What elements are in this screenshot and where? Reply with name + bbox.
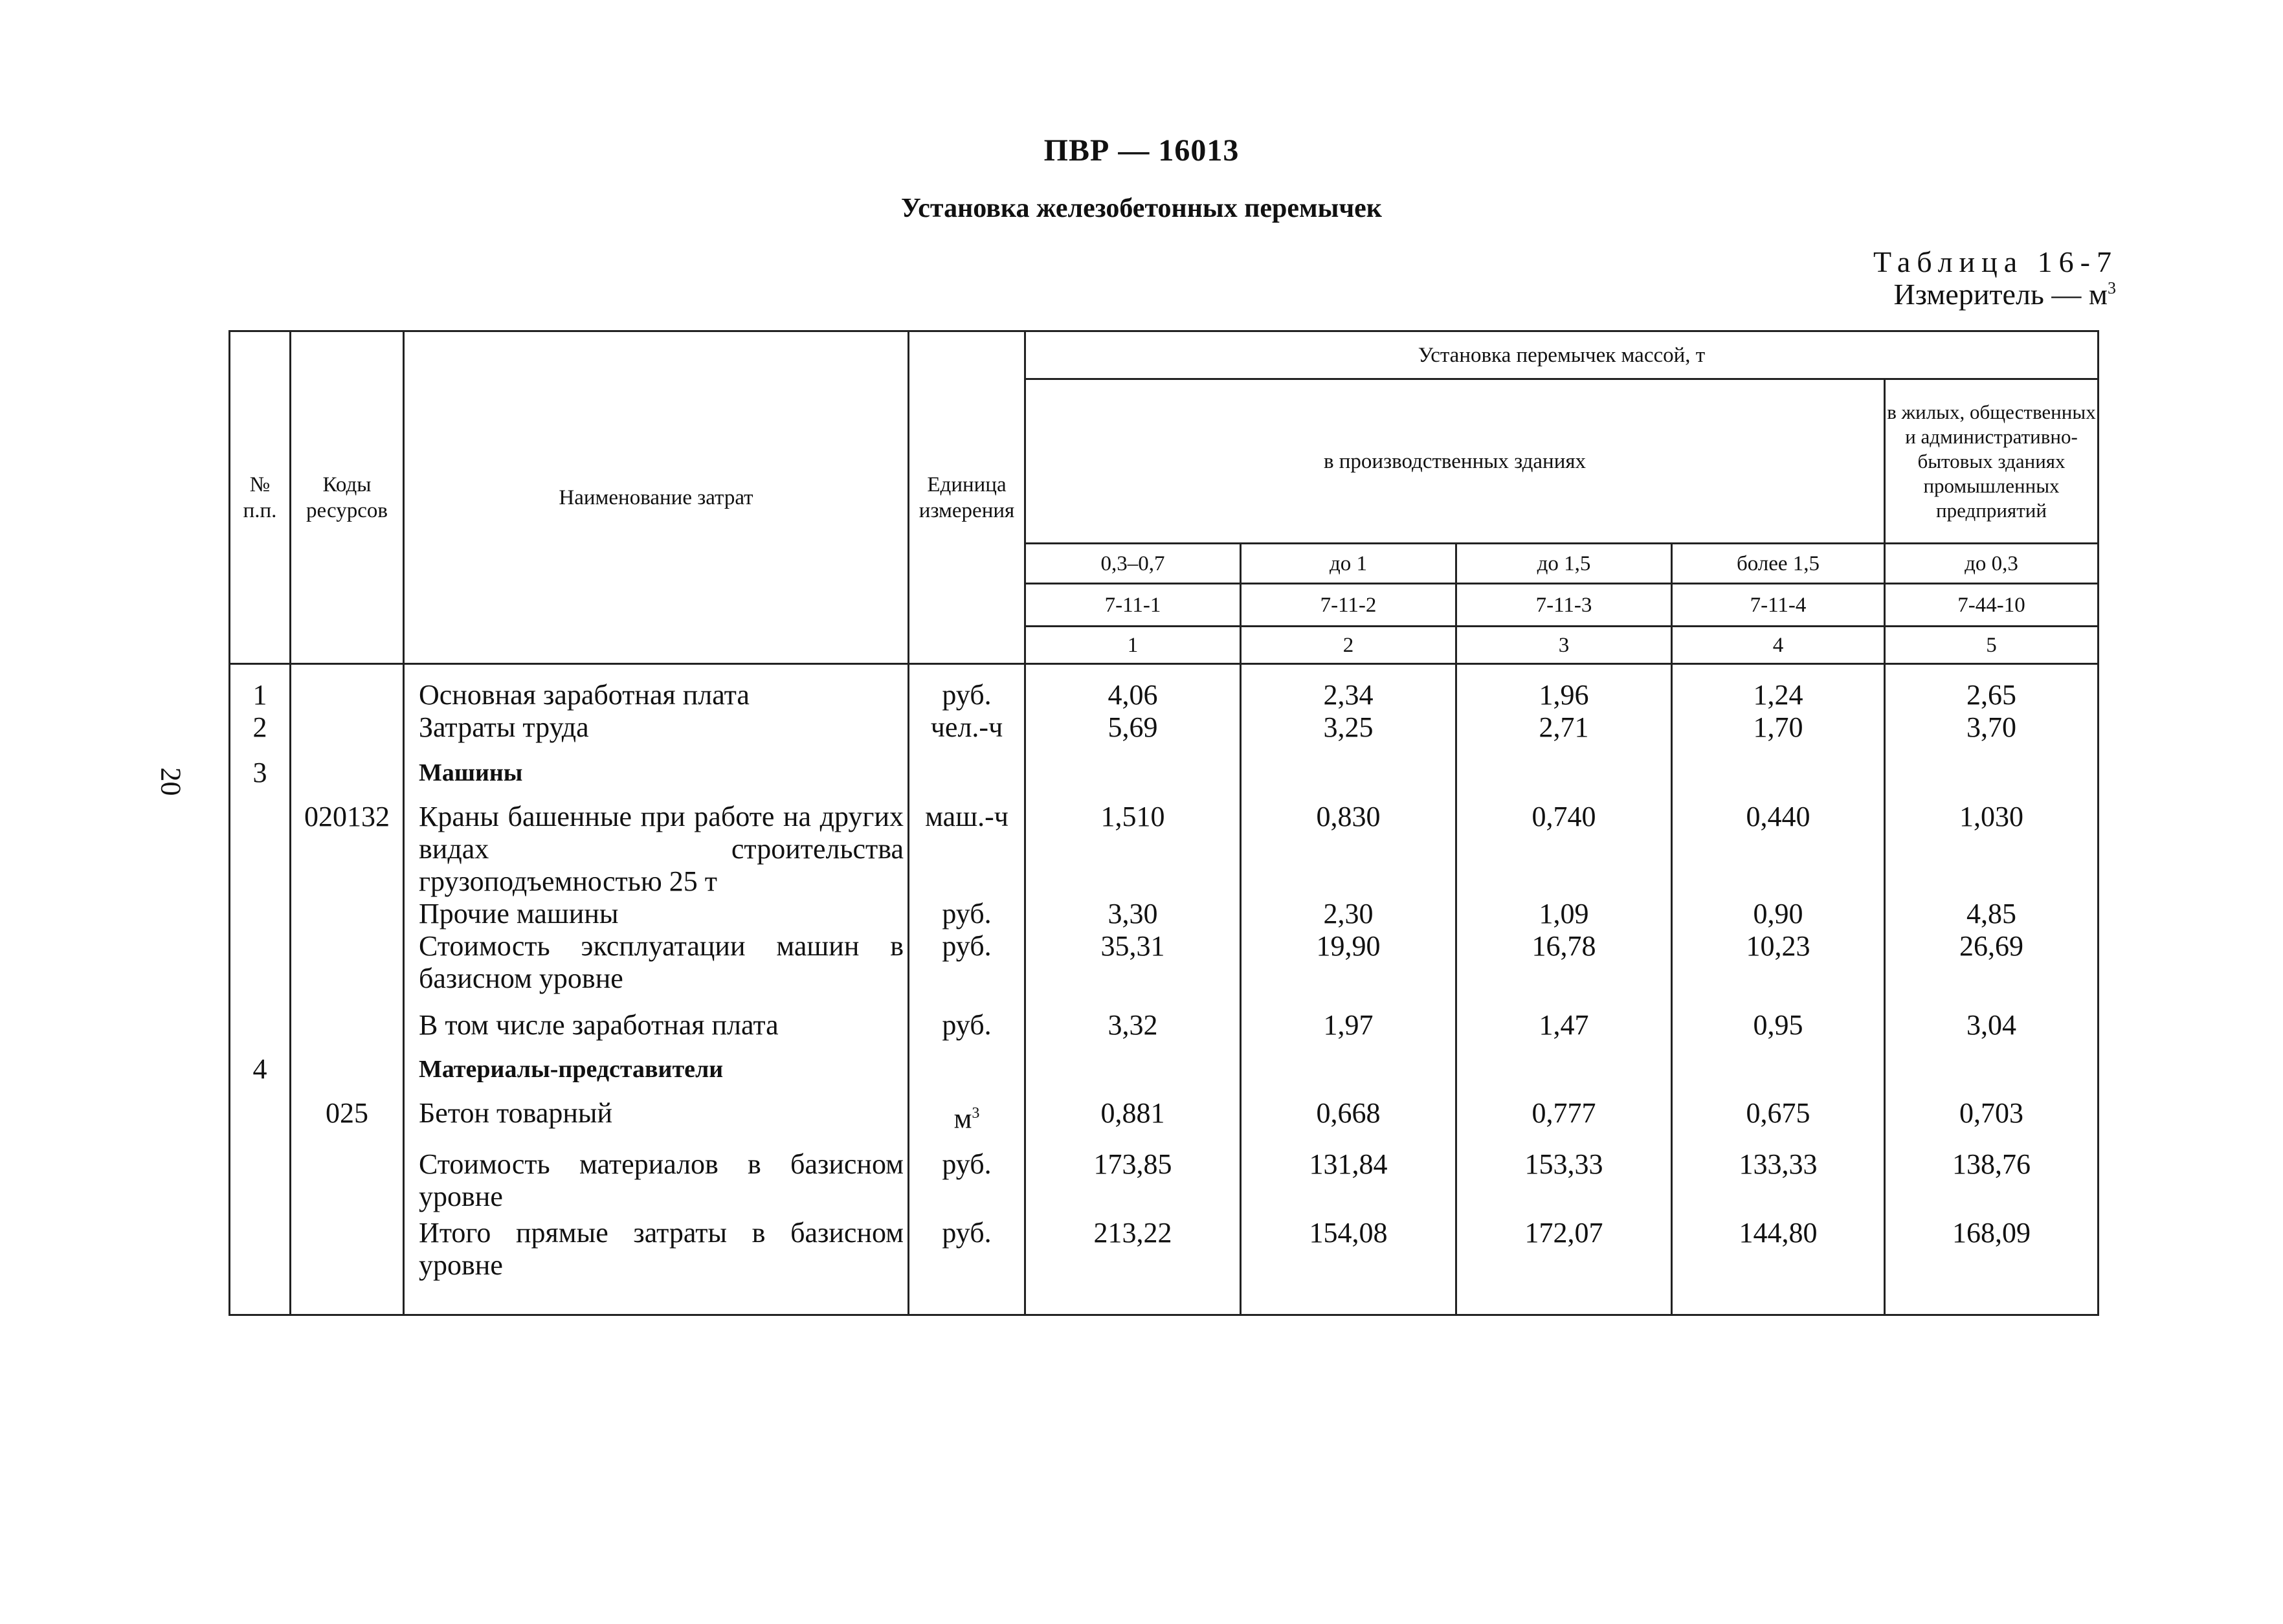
table-label: Таблица 16-7 [1873, 245, 2118, 278]
value-cell: 0,703 [1885, 1085, 2099, 1135]
head-name: Наименование затрат [404, 331, 909, 664]
document-title: Установка железобетонных перемычек [901, 194, 1382, 223]
cost-name: Машины [404, 744, 909, 789]
column-number: 4 [1672, 627, 1885, 664]
unit-cell: руб. [909, 664, 1025, 712]
value-cell: 172,07 [1456, 1213, 1672, 1315]
value-cell: 133,33 [1672, 1135, 1885, 1213]
value-cell: 1,97 [1241, 995, 1456, 1041]
value-cell: 1,09 [1456, 898, 1672, 930]
mass-cell: до 0,3 [1885, 544, 2099, 584]
value-cell: 2,30 [1241, 898, 1456, 930]
norm-code-cell: 7-11-2 [1241, 584, 1456, 627]
value-cell: 173,85 [1025, 1135, 1241, 1213]
value-cell: 4,06 [1025, 664, 1241, 712]
cost-name: Стоимость эксплуатации машин в базисном уровне [404, 930, 909, 995]
value-cell: 154,08 [1241, 1213, 1456, 1315]
value-cell [1025, 1041, 1241, 1085]
cost-name: Прочие машины [404, 898, 909, 930]
table-row [230, 995, 2099, 1041]
document-code: ПВР — 16013 [1043, 133, 1240, 168]
head-unit: Единица измерения [909, 331, 1025, 664]
resource-code: 025 [291, 1085, 404, 1135]
table-body [230, 664, 2099, 1315]
resource-code: 020132 [291, 789, 404, 898]
head-num: № п.п. [230, 331, 291, 664]
row-number: 1 [230, 664, 291, 712]
value-cell: 0,90 [1672, 898, 1885, 930]
unit-label-sup: 3 [2108, 278, 2116, 298]
table-row [230, 789, 2099, 898]
value-cell: 0,830 [1241, 789, 1456, 898]
value-cell [1025, 744, 1241, 789]
value-cell [1672, 1041, 1885, 1085]
value-cell: 2,34 [1241, 664, 1456, 712]
value-cell [1885, 1041, 2099, 1085]
norm-code-cell: 7-11-1 [1025, 584, 1241, 627]
unit-cell: руб. [909, 898, 1025, 930]
resource-code [291, 995, 404, 1041]
unit-cell [909, 1041, 1025, 1085]
resource-code [291, 744, 404, 789]
value-cell [1241, 744, 1456, 789]
unit-cell: $м^3$ [909, 1085, 1025, 1135]
norm-code-cell: 7-11-4 [1672, 584, 1885, 627]
value-cell: 19,90 [1241, 930, 1456, 995]
unit-cell: руб. [909, 1213, 1025, 1315]
value-cell: 1,70 [1672, 711, 1885, 744]
value-cell: 3,25 [1241, 711, 1456, 744]
row-number [230, 898, 291, 930]
mass-cell: 0,3–0,7 [1025, 544, 1241, 584]
value-cell: 4,85 [1885, 898, 2099, 930]
value-cell: 3,30 [1025, 898, 1241, 930]
unit-cell [909, 744, 1025, 789]
unit-label-text: Измеритель — м [1893, 278, 2108, 311]
unit-cell: чел.-ч [909, 711, 1025, 744]
value-cell: 1,510 [1025, 789, 1241, 898]
value-cell: 3,04 [1885, 995, 2099, 1041]
row-number [230, 1213, 291, 1315]
column-number: 1 [1025, 627, 1241, 664]
cost-name: Бетон товарный [404, 1085, 909, 1135]
cost-name: Основная заработная плата [404, 664, 909, 712]
value-cell: 1,96 [1456, 664, 1672, 712]
table-row [230, 898, 2099, 930]
value-cell [1456, 1041, 1672, 1085]
value-cell: 5,69 [1025, 711, 1241, 744]
table-row [230, 1135, 2099, 1213]
cost-table [228, 330, 2099, 1316]
resource-code [291, 898, 404, 930]
column-number: 2 [1241, 627, 1456, 664]
column-number: 5 [1885, 627, 2099, 664]
value-cell [1241, 1041, 1456, 1085]
value-cell: 35,31 [1025, 930, 1241, 995]
value-cell: 131,84 [1241, 1135, 1456, 1213]
norm-code-cell: 7-11-3 [1456, 584, 1672, 627]
row-number: 4 [230, 1041, 291, 1085]
value-cell: 0,95 [1672, 995, 1885, 1041]
value-cell: 213,22 [1025, 1213, 1241, 1315]
value-cell: 0,777 [1456, 1085, 1672, 1135]
cost-name: Материалы-представители [404, 1041, 909, 1085]
value-cell: 1,030 [1885, 789, 2099, 898]
resource-code [291, 711, 404, 744]
value-cell [1456, 744, 1672, 789]
cost-name: Итого прямые затраты в базисном уровне [404, 1213, 909, 1315]
table-row [230, 1085, 2099, 1135]
value-cell: 138,76 [1885, 1135, 2099, 1213]
resource-code [291, 664, 404, 712]
value-cell: 0,740 [1456, 789, 1672, 898]
resource-code [291, 1135, 404, 1213]
unit-cell: руб. [909, 1135, 1025, 1213]
unit-label [1894, 277, 2116, 311]
head-sub-residential: в жилых, общественных и административно-бытовых зданиях промышленных предприятий [1885, 379, 2099, 544]
head-group: Установка перемычек массой, т [1025, 331, 2099, 379]
value-cell: 168,09 [1885, 1213, 2099, 1315]
value-cell: 1,47 [1456, 995, 1672, 1041]
page-number: 20 [155, 767, 187, 796]
row-number [230, 1085, 291, 1135]
row-number: 2 [230, 711, 291, 744]
resource-code [291, 1213, 404, 1315]
mass-cell: более 1,5 [1672, 544, 1885, 584]
table-row [230, 1213, 2099, 1315]
cost-name: В том числе заработная плата [404, 995, 909, 1041]
resource-code [291, 1041, 404, 1085]
value-cell: 10,23 [1672, 930, 1885, 995]
table-row [230, 664, 2099, 712]
column-number: 3 [1456, 627, 1672, 664]
row-number [230, 789, 291, 898]
value-cell: 26,69 [1885, 930, 2099, 995]
value-cell [1672, 744, 1885, 789]
value-cell: 0,668 [1241, 1085, 1456, 1135]
row-number [230, 1135, 291, 1213]
cost-name: Стоимость материалов в базисном уровне [404, 1135, 909, 1213]
mass-cell: до 1 [1241, 544, 1456, 584]
value-cell: 0,675 [1672, 1085, 1885, 1135]
cost-name: Затраты труда [404, 711, 909, 744]
value-cell: 3,70 [1885, 711, 2099, 744]
unit-sup: 3 [972, 1105, 980, 1122]
table-row [230, 744, 2099, 789]
row-number: 3 [230, 744, 291, 789]
value-cell: 2,71 [1456, 711, 1672, 744]
table-row [230, 930, 2099, 995]
head-sub-industrial: в производственных зданиях [1025, 379, 1885, 544]
table-row [230, 1041, 2099, 1085]
value-cell: 144,80 [1672, 1213, 1885, 1315]
value-cell: 2,65 [1885, 664, 2099, 712]
value-cell: 3,32 [1025, 995, 1241, 1041]
head-codes: Коды ресурсов [291, 331, 404, 664]
unit-cell: маш.-ч [909, 789, 1025, 898]
row-number [230, 995, 291, 1041]
norm-code-cell: 7-44-10 [1885, 584, 2099, 627]
value-cell: 153,33 [1456, 1135, 1672, 1213]
value-cell: 1,24 [1672, 664, 1885, 712]
table-row [230, 711, 2099, 744]
cost-name: Краны башенные при работе на других видах строительства грузоподъемностью 25 т [404, 789, 909, 898]
value-cell [1885, 744, 2099, 789]
unit-cell: руб. [909, 995, 1025, 1041]
resource-code [291, 930, 404, 995]
value-cell: 16,78 [1456, 930, 1672, 995]
value-cell: 0,440 [1672, 789, 1885, 898]
row-number [230, 930, 291, 995]
unit-cell: руб. [909, 930, 1025, 995]
value-cell: 0,881 [1025, 1085, 1241, 1135]
mass-cell: до 1,5 [1456, 544, 1672, 584]
